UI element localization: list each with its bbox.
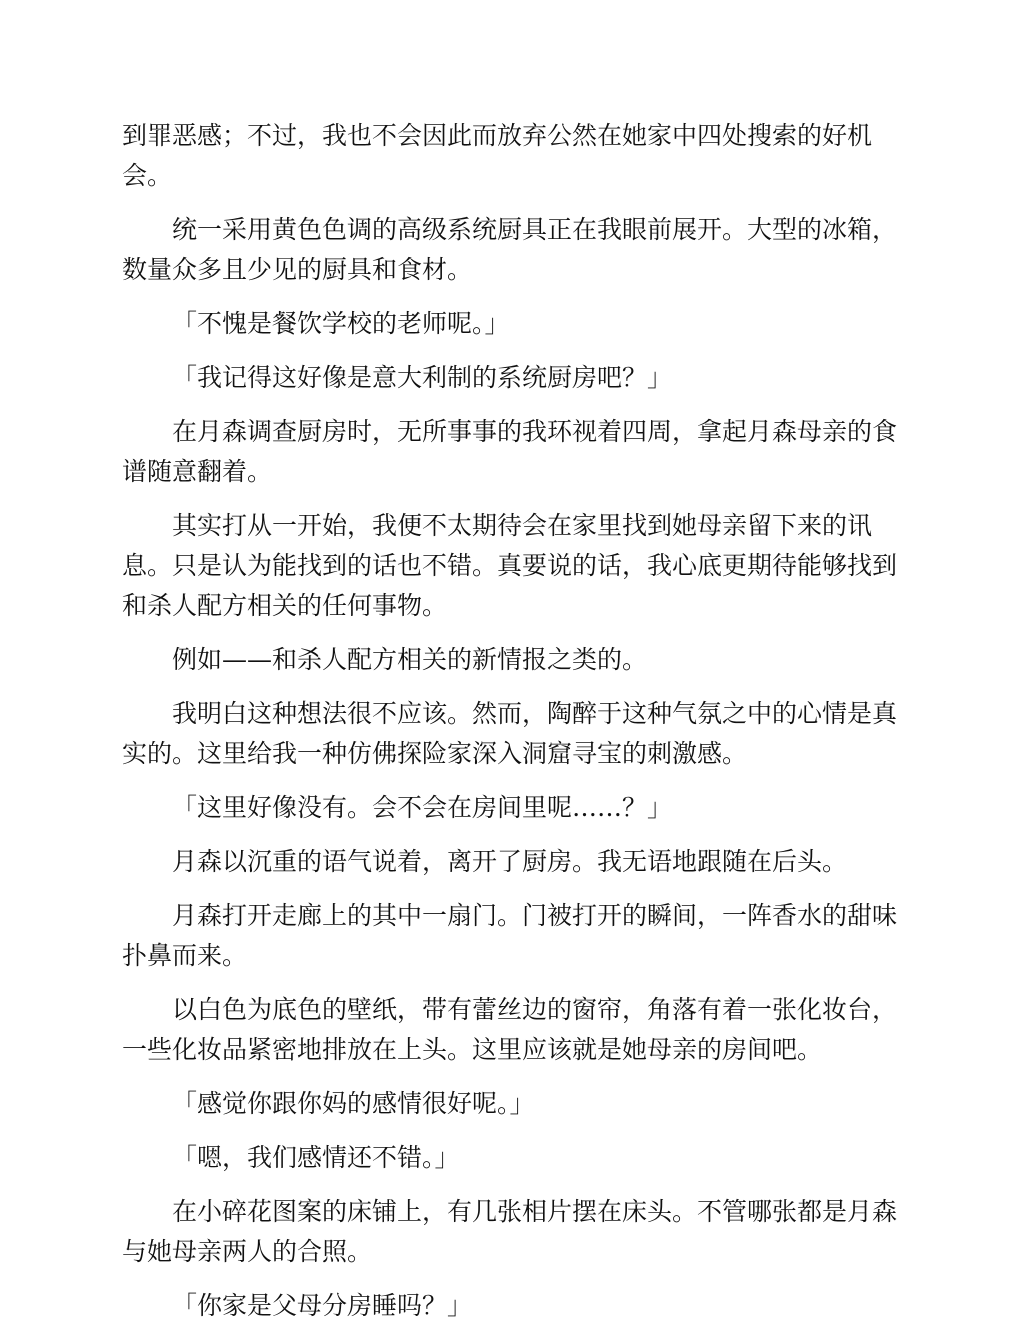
- paragraph: 在小碎花图案的床铺上，有几张相片摆在床头。不管哪张都是月森与她母亲两人的合照。: [122, 1197, 898, 1266]
- paragraph: 例如——和杀人配方相关的新情报之类的。: [172, 645, 648, 674]
- paragraph: 「你家是父母分房睡吗？」: [172, 1291, 473, 1320]
- paragraph: 到罪恶感；不过，我也不会因此而放弃公然在她家中四处搜索的好机会。: [122, 121, 873, 190]
- paragraph: 「嗯，我们感情还不错。」: [172, 1143, 460, 1172]
- paragraph: 月森打开走廊上的其中一扇门。门被打开的瞬间，一阵香水的甜味扑鼻而来。: [122, 901, 898, 970]
- paragraph: 其实打从一开始，我便不太期待会在家里找到她母亲留下来的讯息。只是认为能找到的话也不错。真要说的话，我心底更期待能够找到和杀人配方相关的任何事物。: [122, 511, 898, 620]
- paragraph: 月森以沉重的语气说着，离开了厨房。我无语地跟随在后头。: [172, 847, 848, 876]
- paragraph: 我明白这种想法很不应该。然而，陶醉于这种气氛之中的心情是真实的。这里给我一种仿佛探险家深入洞窟寻宝的刺激感。: [122, 699, 898, 768]
- paragraph: 「我记得这好像是意大利制的系统厨房吧？」: [172, 363, 673, 392]
- body-text: [122, 116, 898, 1340]
- paragraph: 「不愧是餐饮学校的老师呢。」: [172, 309, 510, 338]
- paragraph: 「感觉你跟你妈的感情很好呢。」: [172, 1089, 535, 1118]
- paragraph: 以白色为底色的壁纸，带有蕾丝边的窗帘，角落有着一张化妆台，一些化妆品紧密地排放在上头。这里应该就是她母亲的房间吧。: [122, 995, 898, 1064]
- paragraph: 「这里好像没有。会不会在房间里呢……？」: [172, 793, 673, 822]
- paragraph: 统一采用黄色色调的高级系统厨具正在我眼前展开。大型的冰箱，数量众多且少见的厨具和食材。: [122, 215, 898, 284]
- paragraph: 在月森调查厨房时，无所事事的我环视着四周，拿起月森母亲的食谱随意翻着。: [122, 417, 898, 486]
